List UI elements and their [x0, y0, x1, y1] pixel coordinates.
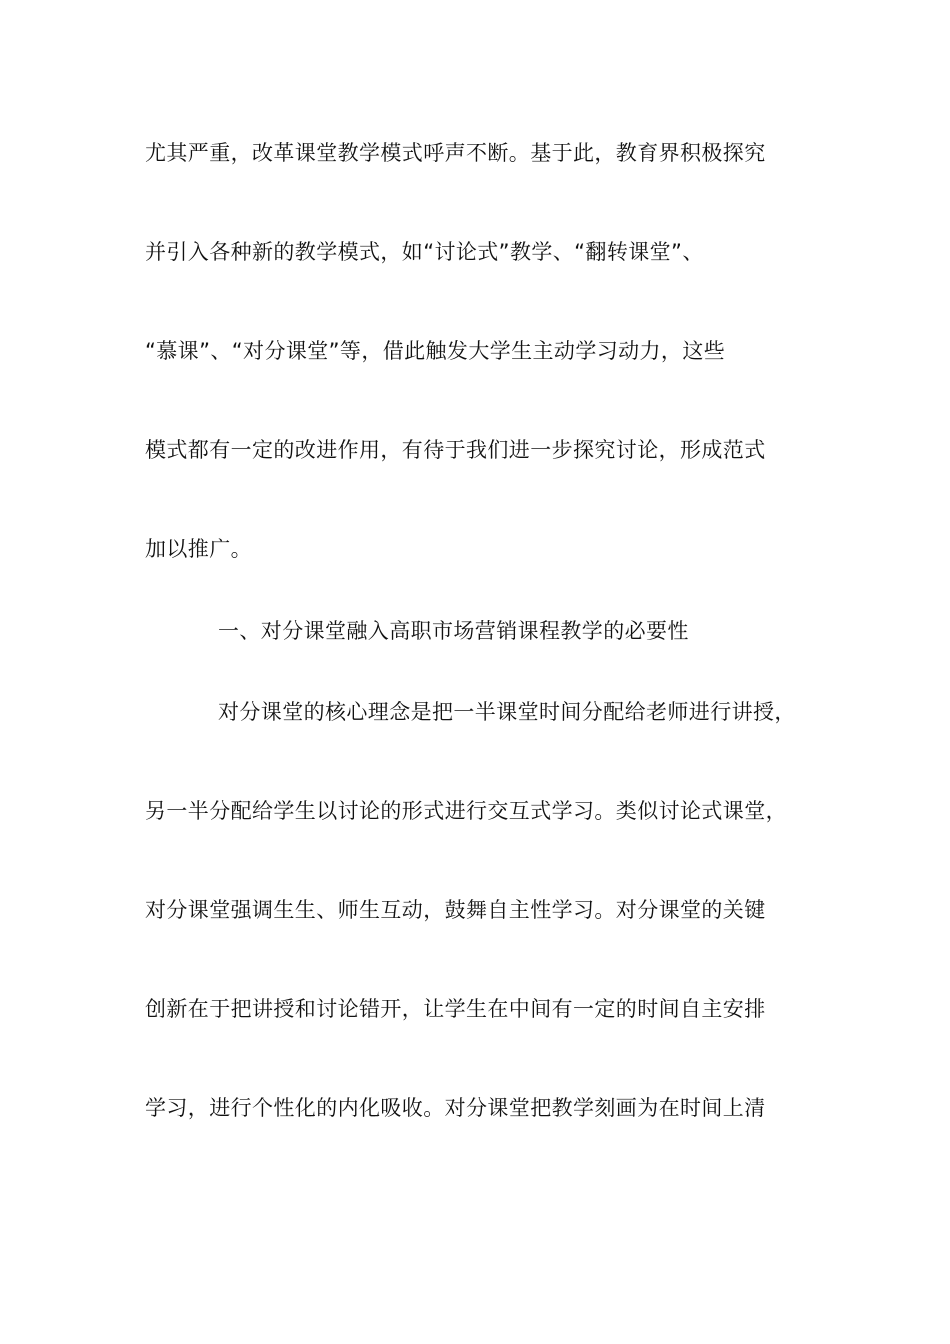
paragraph-line: 对分课堂强调生生、师生互动，鼓舞自主性学习。对分课堂的关键	[145, 898, 766, 922]
section-heading: 一、对分课堂融入高职市场营销课程教学的必要性	[218, 619, 689, 643]
paragraph-line: 模式都有一定的改进作用，有待于我们进一步探究讨论，形成范式	[145, 438, 766, 462]
paragraph-line: 学习，进行个性化的内化吸收。对分课堂把教学刻画为在时间上清	[145, 1096, 766, 1120]
paragraph-line: “慕课”、“对分课堂”等，借此触发大学生主动学习动力，这些	[145, 339, 726, 363]
paragraph-line: 对分课堂的核心理念是把一半课堂时间分配给老师进行讲授，	[218, 700, 796, 724]
paragraph-line: 尤其严重，改革课堂教学模式呼声不断。基于此，教育界积极探究	[145, 141, 766, 165]
paragraph-line: 并引入各种新的教学模式，如“讨论式”教学、“翻转课堂”、	[145, 240, 704, 264]
paragraph-line: 创新在于把讲授和讨论错开，让学生在中间有一定的时间自主安排	[145, 997, 766, 1021]
paragraph-line: 加以推广。	[145, 537, 252, 561]
paragraph-line: 另一半分配给学生以讨论的形式进行交互式学习。类似讨论式课堂，	[145, 799, 787, 823]
